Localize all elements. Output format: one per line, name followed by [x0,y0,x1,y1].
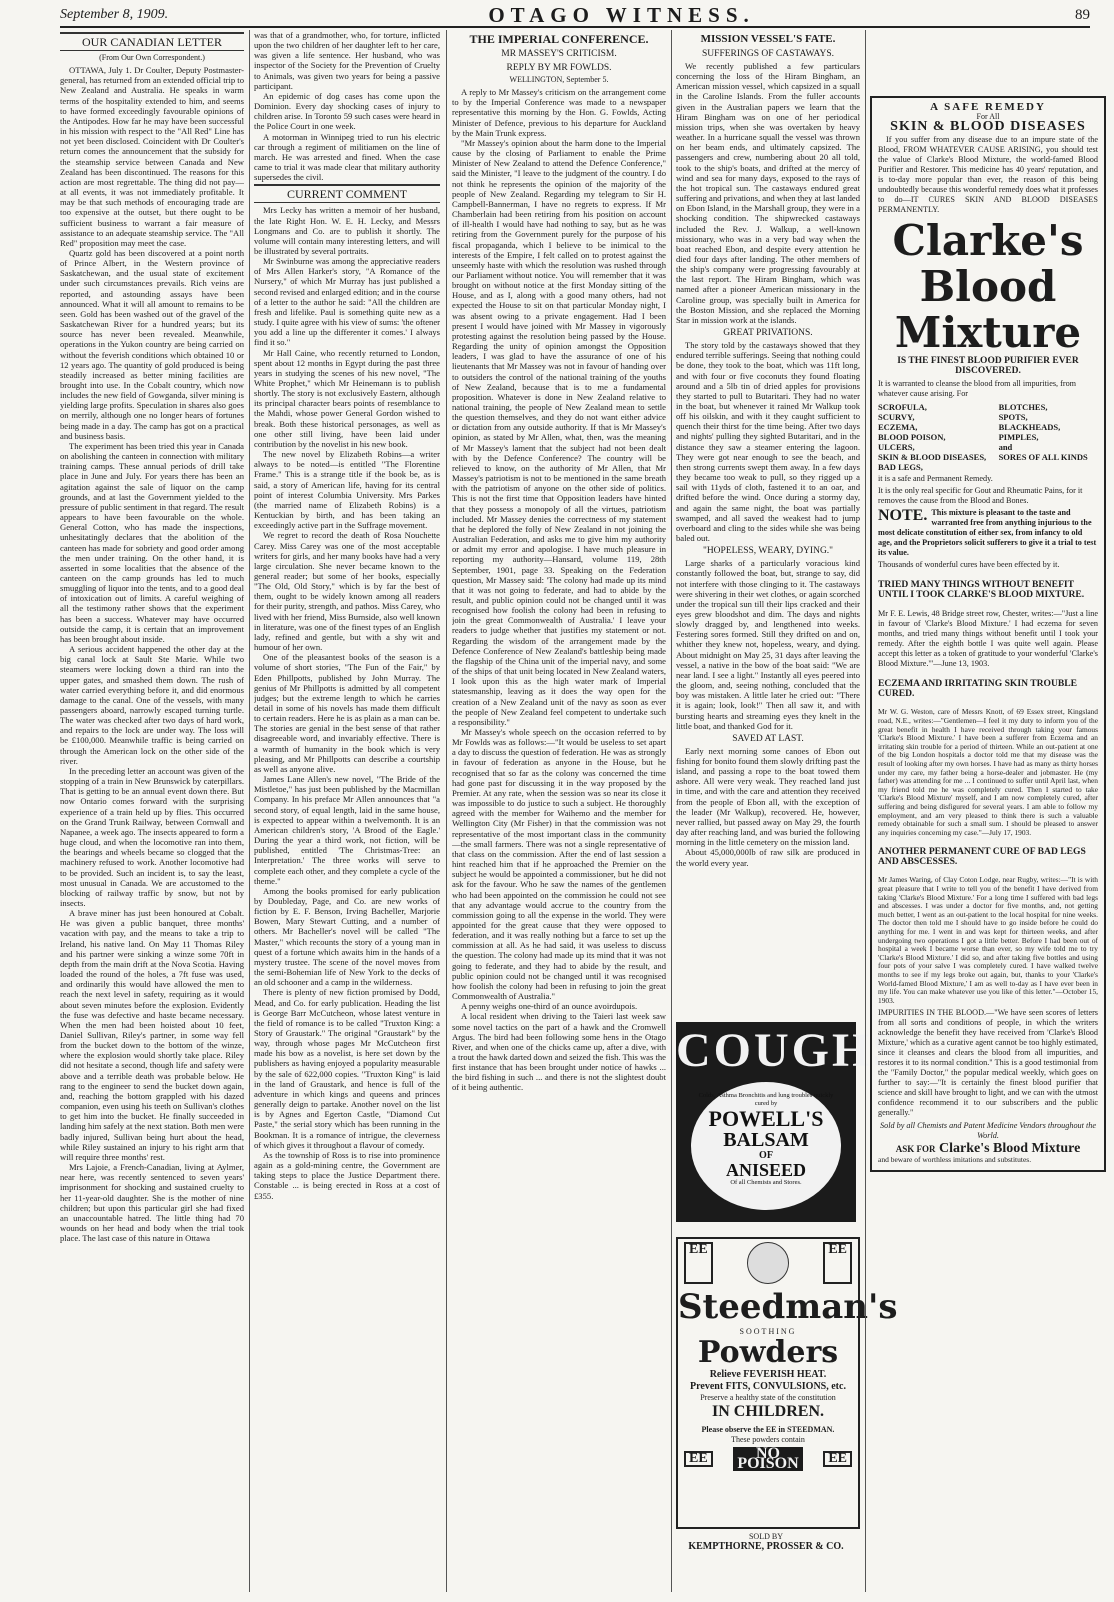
section-heading: GREAT PRIVATIONS. [723,328,813,339]
column-rule [249,30,250,1592]
paragraph: We regret to record the death of Rosa Nouchette Carey. Miss Carey was one of the most acceptable writers for girls, and her many books have had a very large circulation. She never became known to the general reader; but some of her books, especially "The Old, Old Story," which is by far the best of them, ought to be widely known among all readers for their purity, strength, and pathos. Miss Carey, who lived with her friend, Miss Burnside, also well known in literature, was one of the finest types of an English lady, refined and gentle, but with a shy wit and humour of her own. [254,530,440,653]
disease-item: and [998,442,1013,452]
article-title: THE IMPERIAL CONFERENCE. [469,32,649,46]
ad-intro: If you suffer from any disease due to an impure state of the Blood, FROM WHATEVER CAUSE ARISING, you should test the value of Clarke's Blood Mixture, the world-famed Blood Purifier and Restorer. This medicine has 40 years' reputation, and is to-day more popular than ever, the reason of this being undoubtedly because this wonderful remedy does what it professes to do—IT CURES SKIN AND BLOOD DISEASES PERMANENTLY. [878,135,1098,214]
ad-note [878,508,1098,558]
steedmans-powders-advert [676,1237,898,1529]
disease-item: BLOOD POISON, [878,432,946,442]
paragraph: One of the pleasantest books of the season is a volume of short stories, "The Fun of the Fair," by Eden Phillpotts, published by John Murray. The genius of Mr Phillpotts is admitted by all competent judges; but the extreme length to which he carries detail in some of his novels has made them difficult to certain readers. Here he is as plain as a man can be. The stories are genial in the best sense of that rather disagreeable word, and invariably effective. There is a warmth of humanity in the book which is very pleasing, and Mr Phillpotts can describe a courtship as well as anyone alive. [254,652,440,774]
disease-item: BAD LEGS, [878,462,923,472]
ad-contain: These powders contain [731,1435,805,1444]
agent-name: KEMPTHORNE, PROSSER & CO. [688,1541,844,1552]
paragraph: A penny weighs one-third of an ounce avoirdupois. [461,1001,638,1012]
ad-product-2: ANISEED [725,1160,807,1180]
column-mission-vessel [676,30,860,1010]
paragraph: As the township of Ross is to rise into prominence again as a gold-mining centre, the Government are taking steps to place the Justice Department there. Constable ... is being erected in Ross at a cost of £355. [254,1149,440,1201]
ad-soothing: SOOTHING [739,1327,797,1336]
ee-mark: EE [823,1242,852,1284]
ad-product: BALSAM [723,1129,809,1151]
paragraph: was that of a grandmother, who, for torture, inflicted upon the two children of her daughter left to her care, was given a life sentence. Her husband, who was inspector of the Society for the Prevention of Cruelty to Animals, was given two years for being a passive participant. [254,30,440,91]
note-word: NOTE. [878,507,928,524]
column-imperial-conference [452,30,666,1590]
paper-title: OTAGO WITNESS. [488,2,755,27]
column-rule [446,30,447,1592]
disease-item: ECZEMA, [878,422,918,432]
ad-disease-list [878,402,1098,472]
paragraph: Mr Swinburne was among the appreciative readers of Mrs Allen Harker's story, "A Romance of the Nursery," of which Mr Murray has just published a second revised and enlarged edition; and in the course of a letter to the author he said: "All the children are fresh and lifelike. Paul is something quite new as a study. I quite agree with his view of sums: 'the oftener you add a line up the differenter it comes.' I always find it so." [254,256,440,348]
ad-brand: POWELL'S [708,1106,824,1131]
sold-by: SOLD BY [748,1532,783,1541]
paragraph: Mrs Lajoie, a French-Canadian, living at Aylmer, near here, was recently sentenced to seven years' imprisonment for shocking and sustained cruelty to her 11-year-old daughter. She is the mother of nine children; but upon this particular girl she had fixed an unaccountable hatred. The little thing had 70 wounds on her head and body when the trial took place. The last case of this nature in Ottawa [60,1162,244,1244]
ad-brand: Mixture [894,308,1082,357]
disease-list-left [878,402,999,472]
no-poison-banner: NO POISON [733,1447,804,1471]
ad-brand: Blood [919,262,1057,311]
ee-mark: EE [684,1242,713,1284]
paragraph: Large sharks of a particularly voracious kind constantly followed the boat, but, strange to say, did not interfere with those clinging to it. The castaways were shivering in their wet clothes, or again scorched under the tropical sun till their lips cracked and their eyes grew bloodshot and dim. The days and nights slowly dragged by, and lengthened into weeks. Festering sores formed. Still they drifted on and on, whither they knew not, hopeless, weary, and dying. About midnight on May 25, 31 days after leaving the vessel, a native in the bow of the boat said: "We are near land. I see a light." Instantly all eyes peered into the gloom, and, seeing nothing, concluded that the boy was mistaken. A little later he cried out: "There it is again; look, look!" Then all saw it, and with bursting hearts and streaming eyes they knelt in the little boat, and thanked God for it. [676,558,860,731]
article-subtitle: MR MASSEY'S CRITICISM. [501,49,617,59]
ad-sold: Sold by all Chemists and Patent Medicine Vendors throughout the World. [880,1121,1096,1141]
paragraph: Mrs Lecky has written a memoir of her husband, the late Right Hon. W. E. H. Lecky, and Messrs Longmans and Co. are to publish it shortly. The volume will contain many interesting letters, and will be illustrated by several portraits. [254,205,440,256]
ad-product: Powders [697,1335,839,1370]
ad-for-all: For All [976,112,1000,121]
page-number: 89 [1074,6,1090,23]
ee-mark: EE [823,1451,852,1467]
paragraph: Quartz gold has been discovered at a point north of Prince Albert, in the Western province of Saskatchewan, and the usual state of excitement under such circumstances prevails. Rich veins are reported, and astounding assays have been announced. What it will all amount to remains to be seen. Gold has been washed out of the gravel of the Saskatchewan River for a hundred years; but its source has never been revealed. Meanwhile, operations in the Yukon country are being carried on without the feverish conditions which obtained 10 or 12 years ago. The quantity of gold produced is being steadily increased as better mining facilities are brought into use. In the Cobalt country, which now includes the new field of Gowganda, silver mining is yielding large profits. Speculation in shares also goes on merrily, although one no longer hears of fortunes being made in a day. The camp has got on a practical and business basis. [60,247,244,441]
ad-children: IN CHILDREN. [711,1403,824,1420]
disease-item: SPOTS, [998,412,1028,422]
paragraph: The new novel by Elizabeth Robins—a writer always to be noted—is entitled "The Florentine Frame." This is a strange title if the book be, as is said, a story of American life, having for its central point of interest Columbia University. Mrs Parkes (the married name of Elizabeth Robins) is a Kentuckian by birth, and has been taking an exceedingly active part in the Suffrage movement. [254,449,440,531]
ask-for-name: Clarke's Blood Mixture [938,1141,1081,1157]
paragraph: A local resident when driving to the Taieri last week saw some novel tactics on the part of a hawk and the Cromwell Argus. The bird had been following some hens in the Otago River, and when one of the chicks came up, after a dive, with a trout the hawk darted down and seized the fish. This was the first instance that has been brought under notice of hawks ... the bird fishing in such ... and there is not the slightest doubt of it being authentic. [452,1011,666,1093]
ad-bottom-row [678,1445,858,1473]
testimonial-title: ANOTHER PERMANENT CURE OF BAD LEGS AND ABSCESSES. [878,845,1086,867]
masthead [60,4,1090,28]
paragraph: James Lane Allen's new novel, "The Bride of the Mistletoe," has just been published by the Macmillan Company. In his preface Mr Allen announces that "a second story, of equal length, laid in the same house, is expected to appear within a twelvemonth. It is an American children's story, 'A Brood of the Eagle.' During the year a third work, not fiction, will be published, entitled 'The Christmas-Tree: an Interpretation.' The three works will serve to complete each other, and they complete a cycle of the theme." [254,774,440,886]
paragraph: Mr Hall Caine, who recently returned to London, spent about 12 months in Egypt during the past three years in studying the scenes of his new novel, "The White Prophet," which Mr Heinemann is to publish shortly. The story is not exclusively Eastern, although its principal character bears points of resemblance to the Mahdi, whose power General Gordon wished to break. Both these historical personages, as well as one other still living, have been laid under contribution by the novelist in his new book. [254,347,440,449]
ad-claim: Relieve FEVERISH HEAT. [709,1369,827,1380]
ee-mark: EE [684,1451,713,1467]
disease-item: BLACKHEADS, [998,422,1061,432]
article-subtitle: REPLY BY MR FOWLDS. [506,63,612,73]
ad-of: OF [759,1150,773,1161]
baby-icon [747,1242,789,1284]
paragraph: The experiment has been tried this year in Canada on abolishing the canteen in connection with military training camps. These annual periods of drill take place in June and July. For years there has been an agitation against the sale of liquor on the camp grounds, and at last the Government yielded to the pressure of public sentiment in that regard. The result appears to have been favourable on the whole. General Cotton, who has made the inspections, unhesitatingly declares that the abolition of the canteen has made for sobriety and good order among the men under training. On the other hand, it is asserted in some localities that the absence of the canteen on the camp grounds has led to much smuggling of liquor into the tents, and to a good deal of intoxication out of limits. A careful weighing of all the testimony rather shows that the experiment has been a success. Whatever may have occurred outside the camp, it is certain that an improvement has been brought about inside. [60,440,244,644]
testimonial: Mr James Waring, of Clay Coton Lodge, near Rugby, writes:—"It is with great pleasure that I write to tell you of the benefit I have derived from taking 'Clarke's Blood Mixture.' For a long time I suffered with bad legs and abscesses. I was under a doctor for five months, and, not getting much better, I went as an out-patient to the local hospital for nine weeks. The doctor then told me I should have to go inside before he could do anything for me. I went in and was kept for thirteen weeks, and after undergoing two operations I got a little better. Before I had been out of hospital a week I became worse than ever, so my wife told me to try 'Clarke's Blood Mixture.' I did so, and after taking five bottles and using four pots of your salve I was completely cured. I have walked twelve months to see if my legs broke out again, but, thanks to your 'Clarke's World-famed Blood Mixture,' I am as well to-day as I have ever been in my life. You can make whatever use you like of this letter."—October 15, 1903. [878,875,1098,1005]
paragraph: An epidemic of dog cases has come upon the Dominion. Every day shocking cases of injury to children arise. In Toronto 59 such cases were heard in the Police Court in one week. [254,90,440,132]
article-subtitle: SUFFERINGS OF CASTAWAYS. [702,49,834,59]
article-title: OUR CANADIAN LETTER [60,32,244,51]
ad-brand: Steedman's [678,1287,898,1327]
ad-safe: it is a safe and Permanent Remedy. [878,474,993,483]
ad-gout: It is the only real specific for Gout and Rheumatic Pains, for it removes the cause from the Blood and Bones. [878,486,1083,505]
note-text: This mixture is pleasant to the taste and warranted free from anything injurious to the most delicate constitution of either sex, from infancy to old age, and the Proprietors solicit sufferers to give it a trial to test its value. [878,508,1097,557]
ad-skin-blood: SKIN & BLOOD DISEASES [890,119,1086,134]
ad-safe-remedy: A SAFE REMEDY [930,101,1046,113]
paragraph: In the preceding letter an account was given of the stopping of a train in New Brunswick by caterpillars. That is getting to be an annual event down there. But now Ontario comes forward with the surprising experience of a train held up by flies. This occurred on the Grand Trunk Railway, between Cornwall and Napanee, a week ago. The insects appeared to form a huge cloud, and when the locomotive ran into them, the bearings and wheels became so clogged that the machinery refused to work. Another locomotive had to be provided. Such an incident is, to say the least, most unusual in Canada. We are accustomed to the blocking of railway traffic by snow, but not by insects. [60,765,244,908]
disease-item: SCURVY, [878,412,915,422]
ad-brand: Clarke's [892,216,1084,265]
paragraph: A reply to Mr Massey's criticism on the arrangement come to by the Imperial Conference was made to a newspaper representative this morning by the Hon. G. Fowlds, Acting Minister of Defence, previous to his departure for Auckland by the Main Trunk express. [452,87,666,138]
ad-claim: Prevent FITS, CONVULSIONS, etc. [690,1381,846,1392]
disease-item: PIMPLES, [998,432,1039,442]
ad-top-row [678,1239,858,1287]
testimonial: Mr F. E. Lewis, 48 Bridge street row, Chester, writes:—"Just a line in favour of 'Clarke's Blood Mixture.' I had eczema for seven months, and tried many things without benefit until I took your remedy. After the eighth bottle I was quite well again. Please accept this letter as a token of gratitude to your wonderful 'Clarke's Blood Mixture.'"—June 13, 1903. [878,609,1098,669]
ask-for-label: ASK FOR [895,1144,936,1155]
ad-claim: Preserve a healthy state of the constitution [700,1393,836,1402]
ad-warrant: It is warranted to cleanse the blood from all impurities, from whatever cause arising. For [878,379,1077,398]
ad-impurities: IMPURITIES IN THE BLOOD.—"We have seen scores of letters from all sorts and conditions of people, in which the writers acknowledge the benefit they have received from 'Clarke's Blood Mixture,' which as a curative agent cannot be too highly estimated, since it cleanses and clears the blood from all impurities, and restores it to its normal condition." This is a good testimonial from the "Family Doctor," the popular medical weekly, which goes on further to say:—"It is certainly the finest blood purifier that science and skill have brought to light, and we can with the utmost confidence recommend it to our subscribers and the public generally." [878,1008,1098,1118]
ad-headline: COUGHS [676,1024,903,1077]
paragraph: About 45,000,000lb of raw silk are produced in the world every year. [676,847,860,868]
byline: (From Our Own Correspondent.) [99,53,205,62]
disease-item: SORES OF ALL KINDS [998,452,1088,462]
section-heading: CURRENT COMMENT [254,184,440,203]
column-rule [671,30,672,1592]
paragraph: Among the books promised for early publication by Doubleday, Page, and Co. are new works of fiction by E. F. Benson, Irving Bacheller, Marjorie Bowen, Mary Stewart Cutting, and a number of others. Mr Bacheller's novel will be called "The Master," which recounts the story of a young man in quest of a fortune which awaits him in the hands of a mystery trustee. The scene of the novel moves from the semi-Bohemian life of New York to the decks of an old schooner and a camp in the wilderness. [254,885,440,988]
paragraph: The story told by the castaways showed that they endured terrible sufferings. Seeing that nothing could be done, they took to the boat, which was 11ft long, and with four or five coconuts they found floating around and a 5lb tin of dried apples for provisions they started to pull to Butaritari. They had no water in the boat, but whenever it rained Mr Walkup took off his oilskin, and with it they caught sufficient to quench their thirst for the time being. After two days and nights' pulling they sighted Butaritari, and in the distance they saw a steamer entering the lagoon. They were got near enough to see the beach, and then strong currents swept them away. In a few days they became too weak to pull, so they rigged up a sail with 11yds of cloth, fastened it to an oar, and drifted before the wind. Once during a stormy day, and again the same night, the boat was partially swamped, and all saved the weakest had to jump overboard and cling to the sides while she was being baled out. [676,340,860,544]
disease-item: SCROFULA, [878,402,927,412]
ad-ask-for [878,1141,1098,1157]
article-title: MISSION VESSEL'S FATE. [700,33,836,45]
ad-tagline: IS THE FINEST BLOOD PURIFIER EVER DISCOVERED. [897,356,1079,376]
column-current-comment [254,30,440,1590]
ad-small-text: Colds, Asthma Bronchitis and lung troubles quickly cured by [698,1092,834,1107]
testimonial: Mr W. G. Weston, care of Messrs Knott, of 69 Essex street, Kingsland road, N.E., writes:—"Gentlemen—I feel it my duty to inform you of the great benefit in health I have received through taking your famous 'Clarke's Blood Mixture.' I have been a sufferer from Eczema and an irritating skin trouble for a period of thirteen. While an out-patient at one of the big London hospitals a doctor told me that my disease was the result of looking after my own horses. I have had as many as thirty horses under my care, my father being a horse-dealer and jobmaster. He (my father) was attending for me ... I continued to suffer until April last, when my friend told me he was completely cured. Then I started to take 'Clarke's Blood Mixture' myself, and I am now completely cured, after suffering and being disfigured for several years. I am able to follow my employment, and am very pleased to think there is such a valuable remedy obtainable for such a small sum. I should be pleased to answer any inquiries concerning my case."—July 17, 1903. [878,707,1098,837]
testimonial-title: ECZEMA AND IRRITATING SKIN TROUBLE CURED. [878,677,1078,699]
paragraph: We recently published a few particulars concerning the loss of the Hiram Bingham, an American mission vessel, which capsized in a squall in the Caroline Islands. From the fuller accounts given in the Australian papers we learn that the Hiram Bingham was on one of her periodical mission trips, when she was overtaken by heavy weather. In a hurricane squall the vessel was thrown on her beam ends, and ultimately capsized. The passengers and crew, numbering about 20 all told, took to the ship's boats, and drifted at the mercy of wind and sea for many days, exposed to the rays of the hot tropical sun. The castaways endured great suffering and privations, and when they at last landed on Ebon Island, in the Marshall group, they were in a shocking condition. The shipwrecked castaways included the Rev. J. Walkup, a well-known missionary, who was in a very bad way when the boat reached Ebon, and despite every attention he died four days after landing. The other members of the ship's company were progressing favourably at the last report. The Hiram Bingham, which was named after a pioneer American missionary in the Caroline group, was specially built in America for the Boston Mission, and she replaced the Morning Star in mission work at the islands. [676,61,860,325]
section-heading: SAVED AT LAST. [732,733,804,744]
disease-list-right [999,402,1098,472]
ad-observe: Please observe the EE in STEEDMAN. [701,1425,835,1434]
disease-item: SKIN & BLOOD DISEASES, [878,452,987,462]
dateline: WELLINGTON, September 5. [509,75,609,84]
ad-sold: Of all Chemists and Stores. [730,1179,802,1186]
section-heading: "HOPELESS, WEARY, DYING." [702,546,834,557]
kempthorne-prosser-advert [676,1532,856,1552]
paragraph: A serious accident happened the other day at the big canal lock at Sault Ste Marie. While two steamers were locking down a third ran into the upper gates, and smashed them down. The rush of water carried everything before it, and did enormous damage to the canal. One of the vessels, with many passengers aboard, narrowly escaped turning turtle. The water was checked after two days of hard work, and repairs to the lock are under way. The loss will be £100,000. Meanwhile traffic is being carried on through the American lock on the other side of the river. [60,644,244,766]
ad-beware: and beware of worthless imitations and substitutes. [878,1155,1032,1165]
paragraph: "Mr Massey's opinion about the harm done to the Imperial cause by the closing of Parliament to enable the Prime Minister of New Zealand to attend the Defence Conference," said the Minister, "I leave to the judgment of the country. I do not think he represents the opinion of the majority of the people of New Zealand. Regarding my telegram to Sir H. Campbell-Bannerman, I have no regrets to express. If Mr Chamberlain had been retiring from his position on account of ill-health I would have had nothing to say, but as he was retiring from the Government purely for the purpose of his fiscal propaganda, which I believe to be inimical to the interests of the Empire, I felt called on to protest against the unseemly haste with which the resolution was rushed through our Parliament without notice. You will remember that it was brought on without notice at the first Monday sitting of the House, and as I, along with a good many others, had not expected the House to sit on that particular Monday night, I was absent owing to a private engagement. Had I been present I would have joined with Mr Massey in vigorously protesting against the resolution being passed by the House. Regarding the unity of opinion amongst the Opposition leaders, I was glad to have the assurance of one of his lieutenants that Mr Massey was not in favour of handing over to outsiders the control of the national training of the youths of New Zealand, because that is to me a fundamental proposition. Whatever is done in New Zealand relative to national training, the people of New Zealand mean to settle the question themselves, and they do not want either advice or dictation from any outside authority. If that is Mr Massey's opinion, as stated by Mr Allen, what, then, was the meaning of Mr Massey's lament that the subject had not been dealt with by the Defence Conference? The country will be relieved to know, on the authority of Mr Allen, that Mr Massey's patriotism is not to be mentioned in the same breath with the patriotism of anyone on the other side of politics. This is not the first time that Opposition leaders have hinted that they possess a monopoly of all the virtues, patriotism included. Mr Massey denies the correctness of my statement that he deplored the folly of New Zealand in not joining the Australian Federation, and asks me to give him my authority or admit my error and apologise. I have much pleasure in reporting my authority—Hansard, volume 119, 28th September, 1901, page 33. Speaking on the Federation question, Mr Massey said: 'The colony had made up its mind that it was not going to federate, and had to abide by the result, and public opinion could not be changed until it was recognised how foolish the colony had been in refusing to join the great Commonwealth of Australia.' I leave your readers to judge whether that justifies my statement or not. Regarding the wisdom of the arrangement made by the Defence Conference of New Zealand's battleship being made the flagship of the China unit of the imperial navy, and some of the ships of that unit being located in New Zealand waters, I look upon this as the high water mark of Imperial statesmanship, leaving as it does the way open for the creation of a New Zealand unit of the navy as soon as ever the people of New Zealand feel competent to undertake such a responsibility." [452,137,666,727]
clarkes-blood-mixture-advert [870,96,1106,1172]
issue-date: September 8, 1909. [60,7,169,22]
powells-balsam-advert [676,1022,903,1222]
ad-oval [691,1082,841,1210]
paragraph: A motorman in Winnipeg tried to run his electric car through a regiment of militiamen on the line of march. He was arrested and fined. When the case came to trial it was made clear that military authority supersedes the civil. [254,131,440,183]
disease-item: BLOTCHES, [998,402,1048,412]
disease-item: ULCERS, [878,442,915,452]
paragraph: Mr Massey's whole speech on the occasion referred to by Mr Fowlds was as follows:—"It would be useless to set apart a day to discuss the question of federation. He was as strongly in favour of federation as anyone in the House, but he recognised that so far as the colony was concerned the time had gone past for discussing it in the way proposed by the Premier. At any rate, when the session was so near its close it was impossible to do justice to such a subject. He thoroughly agreed with the member for Waihemo and the member for Wellington City (Mr Fisher) in that the commission was not representative of the most important class in the community—the small farmers. There was not a single representative of that class on the commission. After the end of last session a hint reached him that if he approached the Premier on the subject he would be appointed a commissioner, but he did not ask for the favour. Who he saw the names of the gentlemen who had been appointed on the commission he could not see that any advantage would accrue to the country from the commission going to all the expense in the world. They were appointed for the great cause that they were opposed to federation, and it was really nothing but a farce to set up the commission at all. As he had said, it was useless to discuss the question. The colony had made up its mind that it was not going to federate, and they had to abide by the result, and public opinion could not be changed until it was recognised how foolish the colony had been in refusing to join the great Commonwealth of Australia." [452,727,666,1002]
column-canadian-letter [60,30,244,1590]
paragraph: A brave miner has just been honoured at Cobalt. He was given a public banquet, three months' vacation with pay, and the means to take a trip to Ireland, his native land. On May 11 Thomas Riley and his partner were sinking a winze some 70ft in depth from the main drift at the Nova Scotia. Having loaded the round of the holes, a 7ft fuse was used, and ordinarily this would have allowed the men to reach the next level in safety, requiring as it would about seven minutes before the explosion. Evidently the fuse was defective and haste became necessary. When the men had been hoisted about 10 feet, Daniel Sullivan, Riley's partner, in some way fell from the bucket down to the bottom of the winze, where the explosion would shortly take place. Riley did not hesitate a second, though life and safety were above and a terrible death was probable below. He rang to the engineer to send the bucket down again, and, reaching the bottom grappled with his dazed companion, even using his teeth on Sullivan's clothes to get him into the bucket. He finally succeeded in landing him safely at the next station. Both men were badly injured, Sullivan being hurt about the head, while Riley sustained an injury to his right arm that will require three months' rest. [60,908,244,1162]
ad-thousands: Thousands of wonderful cures have been effected by it. [878,560,1060,569]
paragraph: Early next morning some canoes of Ebon out fishing for bonito found them slowly drifting past the island, and passing a rope to the boat towed them ashore. All were very weak. They reached land just in time, and with the care and attention they received from the people of Ebon all, with the exception of the leader (Mr Walkup), recovered. He, however, never rallied, but passed away on May 29, the fourth day after reaching land, and was buried the following morning in the little cemetery on the mission land. [676,745,860,848]
testimonial-title: TRIED MANY THINGS WITHOUT BENEFIT UNTIL I TOOK CLARKE'S BLOOD MIXTURE. [878,578,1085,600]
paragraph: OTTAWA, July 1. Dr Coulter, Deputy Postmaster-general, has returned from an extended official trip to New Zealand and Australia. He speaks in warm terms of the hospitality extended to him, and seems to have formed exceedingly favourable opinions of the Antipodes. How far he may have been successful in his mission with respect to the "All Red" Line has not yet been disclosed. Coincident with Dr Coulter's return comes the announcement that the subsidy for the steamship service between Canada and New Zealand has been discontinued. The reasons for this action are most regrettable. The thing did not pay—at all events, it was not immediately profitable. It may be that such methods of encouraging trade are too expensive at the outset, but there ought to be sufficient business to warrant a fair measure of assistance to an adequate steamship service. The "All Red" proposition may meet the case. [60,65,244,248]
column-rule [865,30,866,1592]
paragraph: There is plenty of new fiction promised by Dodd, Mead, and Co. for early publication. Heading the list is George Barr McCutcheon, whose latest venture in the field of romance is to be called "Truxton King: a Story of Graustark." The original "Graustark" by the way, through whose pages Mr McCutcheon first made his bow as a novelist, is here set down by the publishers as having enjoyed a popularity measurable by the sale of 622,000 copies. "Truxton King" is laid in the land of Graustark, and hence is full of the adventure in which kings and queens and princes generally deign to partake. Another novel on the list is by Agnes and Egerton Castle, "Diamond Cut Paste," the serial story which has been running in the Bookman. It is a romance of intrigue, the cleverness of which gives it throughout a flavour of comedy. [254,987,440,1150]
